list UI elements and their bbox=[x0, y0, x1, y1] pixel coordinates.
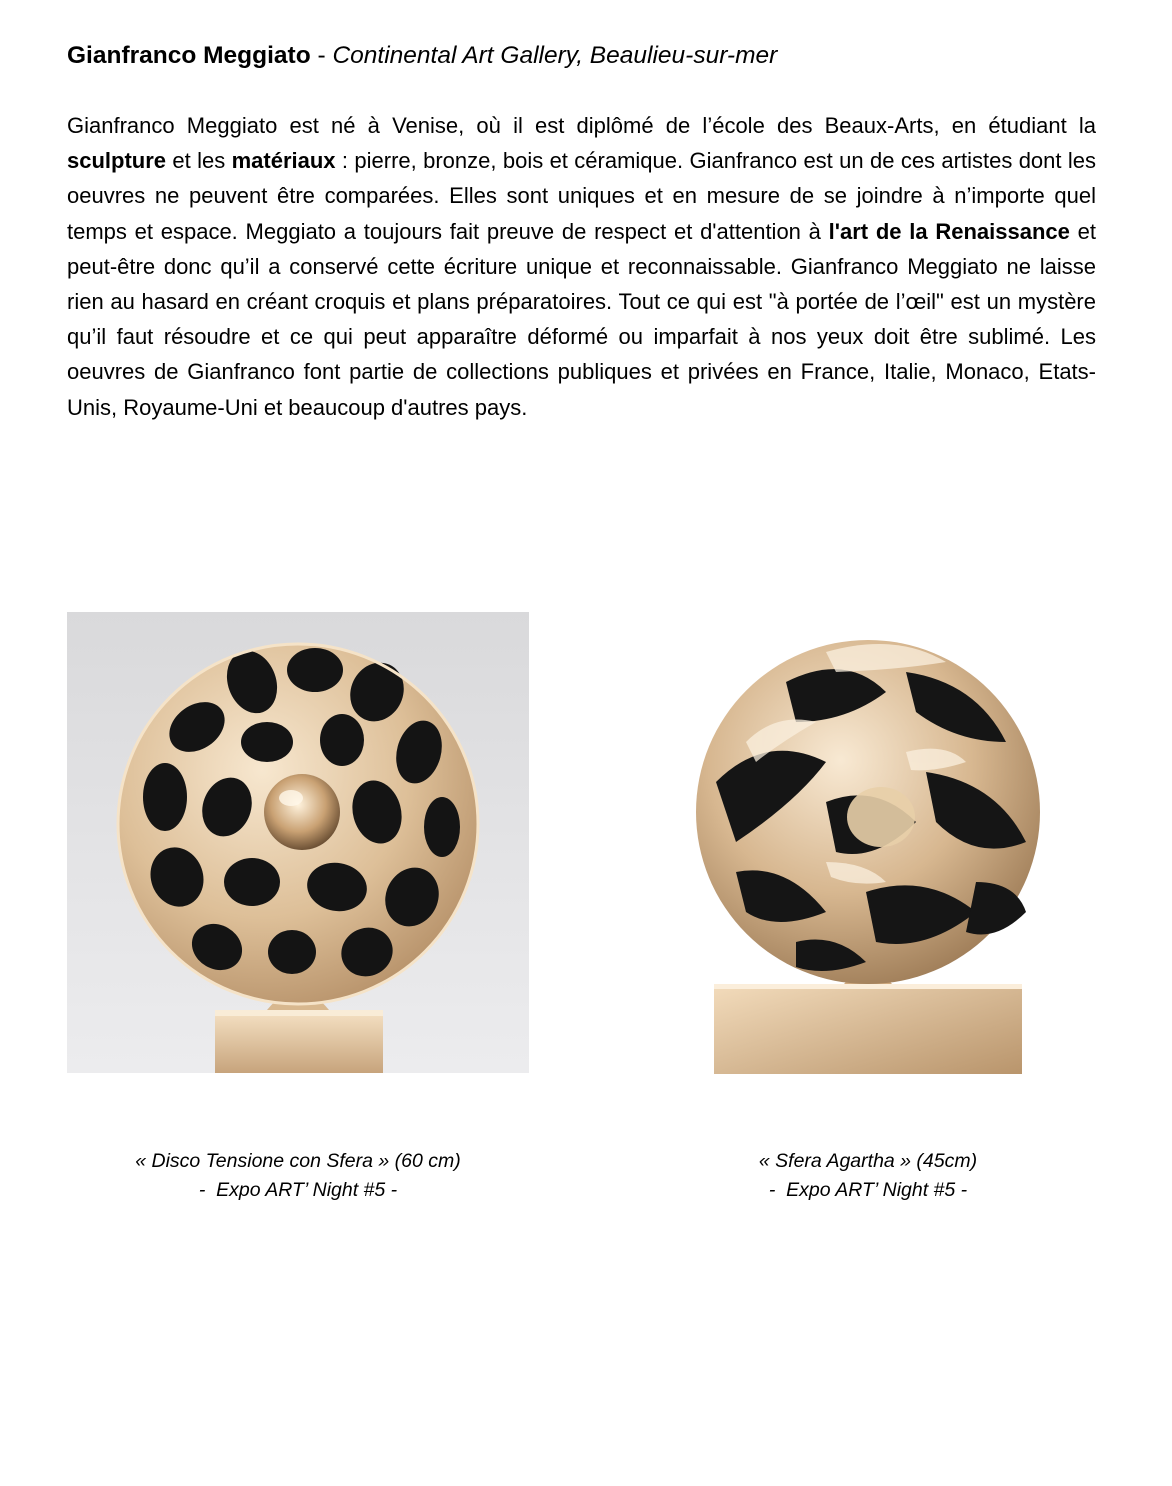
caption-title-1: « Disco Tensione con Sfera » (60 cm) bbox=[135, 1150, 461, 1172]
artwork-caption-2 bbox=[668, 1147, 1068, 1205]
bio-bold-renaissance: l'art de la Renaissance bbox=[828, 218, 1070, 244]
bio-text-2: et les bbox=[166, 148, 232, 174]
page-title bbox=[67, 40, 777, 72]
bio-text-4: et peut-être donc qu’il a conservé cette écriture unique et reconnaissable. Gianfranco Meggiato ne laisse rien au hasard en créant croquis et plans préparatoires. Tout ce qui est "à portée de l’œil" est un mystère qu’il faut résoudre et ce qui peut apparaître déformé ou imparfait à nos yeux doit être sublimé. Les oeuvres de Gianfranco font partie de collections publiques et privées en France, Italie, Monaco, Etats-Unis, Royaume-Uni et beaucoup d'autres pays. bbox=[67, 218, 1096, 420]
artwork-image-sfera-agartha bbox=[676, 612, 1062, 1074]
gallery-name: Continental Art Gallery, Beaulieu-sur-mer bbox=[332, 42, 778, 69]
artist-biography bbox=[67, 108, 1096, 425]
caption-title-2: « Sfera Agartha » (45cm) bbox=[758, 1150, 978, 1172]
artist-name: Gianfranco Meggiato bbox=[67, 42, 311, 69]
caption-expo-2: - Expo ART’ Night #5 - bbox=[768, 1179, 968, 1201]
artwork-image-disco-tensione bbox=[67, 612, 529, 1073]
disco-sculpture-illustration bbox=[67, 612, 529, 1073]
caption-expo-1: - Expo ART’ Night #5 - bbox=[198, 1179, 398, 1201]
bio-text-3: : pierre, bronze, bois et céramique. Gianfranco est un de ces artistes dont les oeuvres ne peuvent être comparées. Elles sont uniques et en mesure de se joindre à n’importe quel temps et espace. Meggiato a toujours fait preuve de respect et d'attention à bbox=[67, 148, 1096, 244]
sfera-sculpture-illustration bbox=[676, 612, 1062, 1074]
bio-bold-materials: matériaux bbox=[231, 148, 336, 174]
bio-text-1: Gianfranco Meggiato est né à Venise, où il est diplômé de l’école des Beaux-Arts, en étudiant la bbox=[67, 113, 1096, 138]
bio-bold-sculpture: sculpture bbox=[67, 148, 167, 174]
title-separator: - bbox=[310, 42, 333, 69]
artwork-caption-1 bbox=[98, 1147, 498, 1205]
